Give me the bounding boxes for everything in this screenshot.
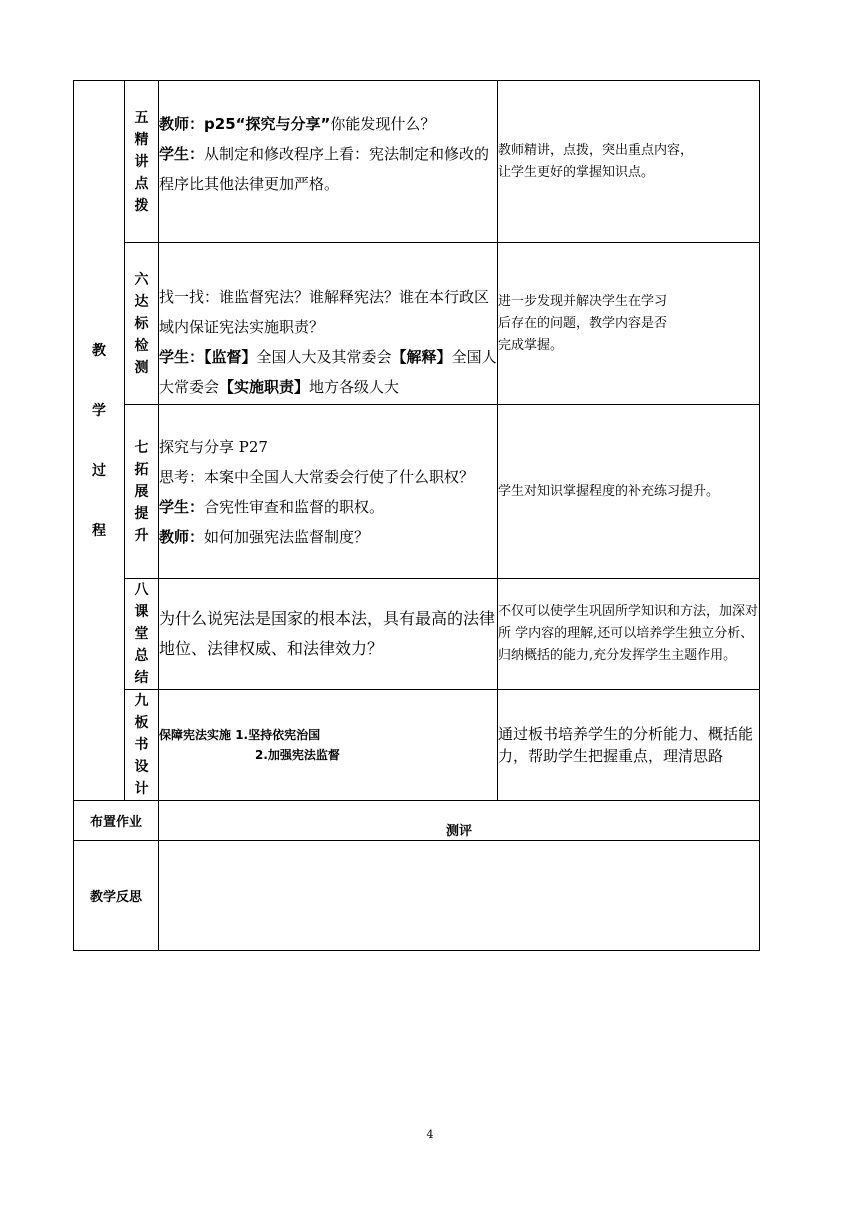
step-label: 五 精 讲 点 拨 — [125, 81, 159, 243]
step-content: 为什么说宪法是国家的根本法，具有最高的法律地位、法律权威、和法律效力？ — [159, 579, 498, 690]
table-row — [74, 243, 760, 405]
board-title: 保障宪法实施 — [159, 728, 232, 742]
table-row — [74, 405, 760, 579]
teaching-process-label: 教 学 过 程 — [74, 81, 125, 801]
step-note: 教师精讲，点拨，突出重点内容， 让学生更好的掌握知识点。 — [498, 81, 760, 243]
reflection-content — [159, 841, 760, 951]
reflection-row — [74, 841, 760, 951]
step-content: 教师：p25“探究与分享”你能发现什么？ 学生：从制定和修改程序上看：宪法制定和修改的程序比其他法律更加严格。 — [159, 81, 498, 243]
step-label: 六 达 标 检 测 — [125, 243, 159, 405]
board-design: 保障宪法实施 1.坚持依宪治国 2.加强宪法监督 — [159, 690, 498, 801]
homework-row — [74, 801, 760, 841]
step-content: 找一找：谁监督宪法？谁解释宪法？谁在本行政区域内保证宪法实施职责？ 学生：【监督】全国人大及其常委会【解释】全国人大常委会【实施职责】地方各级人大 — [159, 243, 498, 405]
step-note: 学生对知识掌握程度的补充练习提升。 — [498, 405, 760, 579]
homework-eval: 测评 — [159, 801, 760, 841]
step-note: 进一步发现并解决学生在学习 后存在的问题，教学内容是否 完成掌握。 — [498, 243, 760, 405]
reflection-label: 教学反思 — [74, 841, 159, 951]
table-row — [74, 579, 760, 690]
homework-label: 布置作业 — [74, 801, 159, 841]
step-label: 八 课 堂 总 结 — [125, 579, 159, 690]
page-number: 4 — [426, 1128, 434, 1141]
step-label: 九 板 书 设 计 — [125, 690, 159, 801]
step-content: 探究与分享 P27 思考：本案中全国人大常委会行使了什么职权？ 学生：合宪性审查和监督的职权。 教师：如何加强宪法监督制度？ — [159, 405, 498, 579]
table-row — [74, 81, 760, 243]
lesson-plan-table — [73, 80, 760, 951]
table-row — [74, 690, 760, 801]
step-note: 通过板书培养学生的分析能力、概括能力，帮助学生把握重点，理清思路 — [498, 690, 760, 801]
step-note: 不仅可以使学生巩固所学知识和方法，加深对所 学内容的理解,还可以培养学生独立分析、归纳概括的能力,充分发挥学生主题作用。 — [498, 579, 760, 690]
step-label: 七 拓 展 提 升 — [125, 405, 159, 579]
